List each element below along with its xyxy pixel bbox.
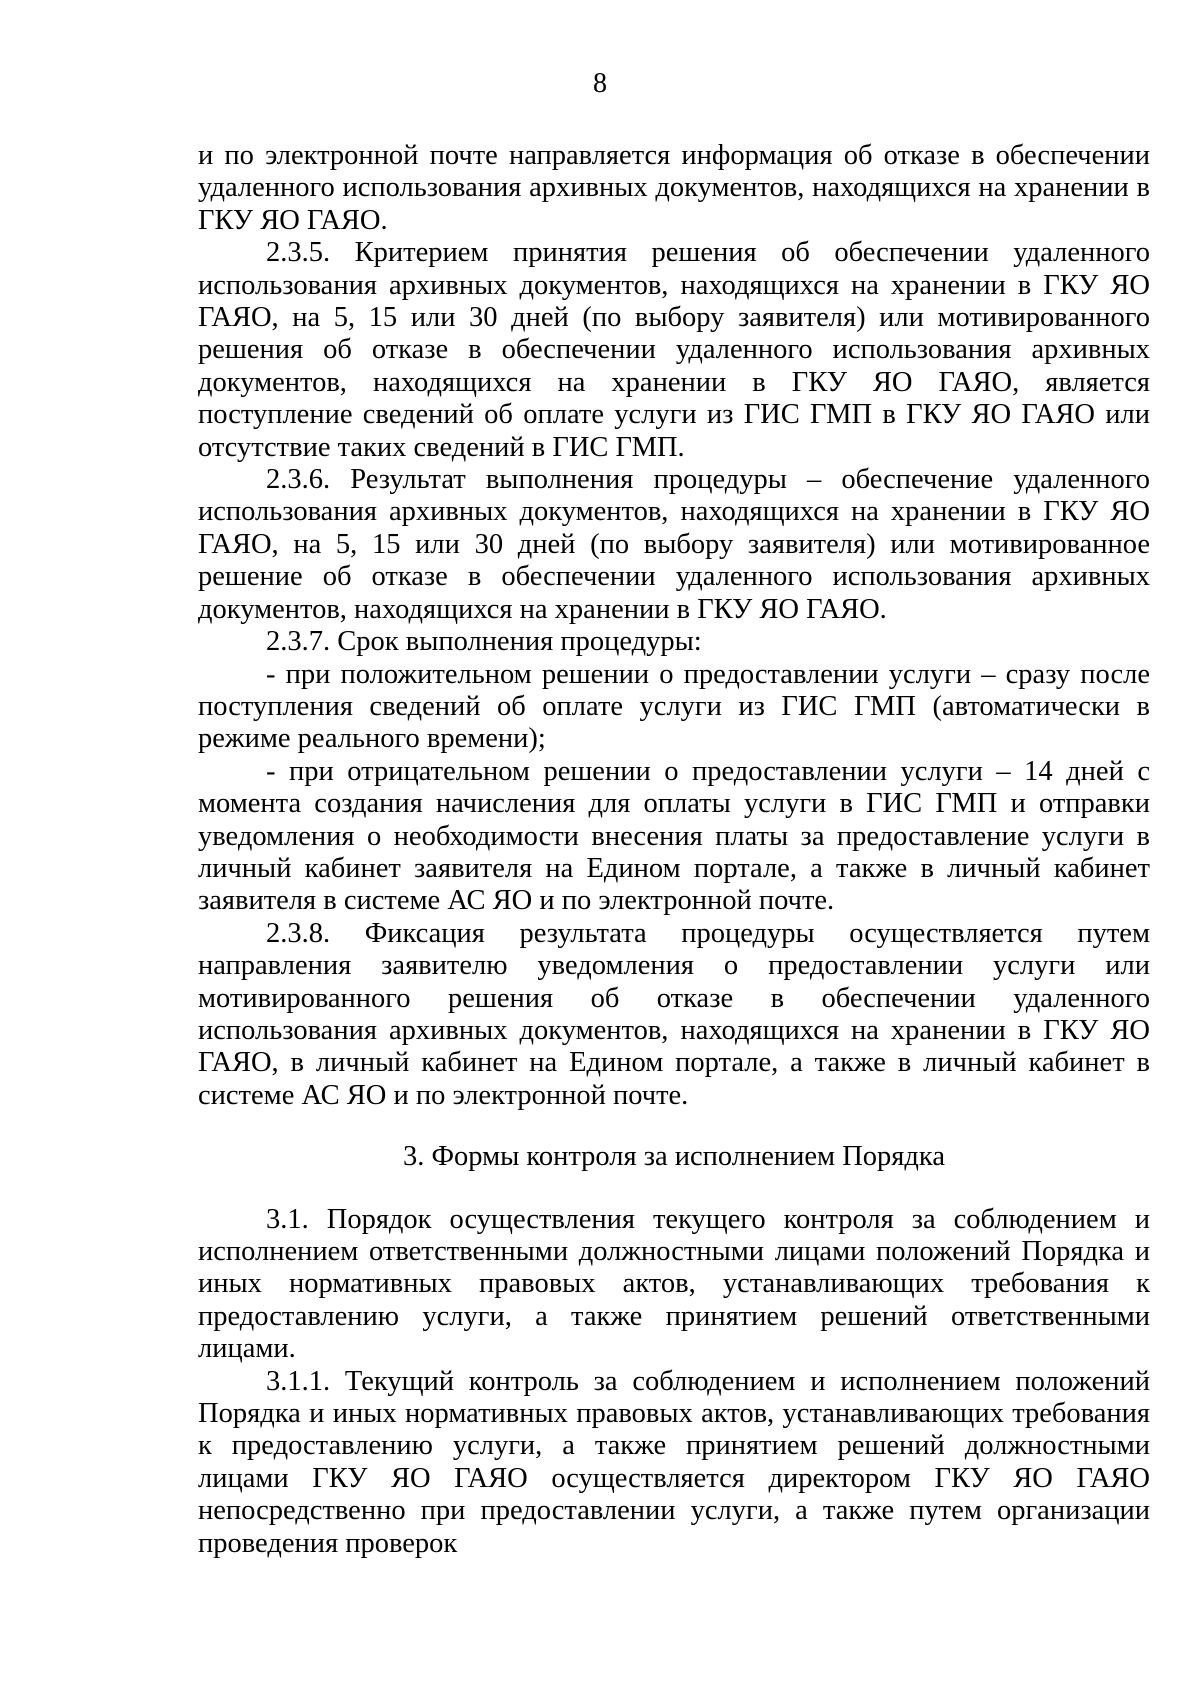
document-body (198, 140, 1150, 1560)
page-number: 8 (593, 68, 607, 99)
paragraph-continuation: и по электронной почте направляется информация об отказе в обеспечении удаленного использования архивных документов, находящихся на хранении в ГКУ ЯО ГАЯО. (198, 140, 1150, 236)
paragraph-2-3-7: 2.3.7. Срок выполнения процедуры: (266, 626, 702, 658)
paragraph-2-3-7-positive: - при положительном решении о предоставлении услуги – сразу после поступления сведений об оплате услуги из ГИС ГМП (автоматически в режиме реального времени); (198, 658, 1150, 755)
paragraph-2-3-6: 2.3.6. Результат выполнения процедуры – обеспечение удаленного использования архивных документов, находящихся на хранении в ГКУ ЯО ГАЯО, на 5, 15 или 30 дней (по выбору заявителя) или мотивированное решение об отказе в обеспечении удаленного использования архивных документов, находящихся на хранении в ГКУ ЯО ГАЯО. (198, 464, 1150, 625)
paragraph-2-3-5: 2.3.5. Критерием принятия решения об обеспечении удаленного использования архивных документов, находящихся на хранении в ГКУ ЯО ГАЯО, на 5, 15 или 30 дней (по выбору заявителя) или мотивированного решения об отказе в обеспечении удаленного использования архивных документов, находящихся на хранении в ГКУ ЯО ГАЯО, является поступление сведений об оплате услуги из ГИС ГМП в ГКУ ЯО ГАЯО или отсутствие таких сведений в ГИС ГМП. (198, 237, 1150, 463)
paragraph-2-3-7-negative: - при отрицательном решении о предоставлении услуги – 14 дней с момента создания начисления для оплаты услуги в ГИС ГМП и отправки уведомления о необходимости внесения платы за предоставление услуги в личный кабинет заявителя на Едином портале, а также в личный кабинет заявителя в системе АС ЯО и по электронной почте. (198, 755, 1150, 917)
section-heading-3: 3. Формы контроля за исполнением Порядка (403, 1141, 945, 1173)
paragraph-3-1-1: 3.1.1. Текущий контроль за соблюдением и исполнением положений Порядка и иных нормативных правовых актов, устанавливающих требования к предоставлению услуги, а также принятием решений должностными лицами ГКУ ЯО ГАЯО осуществляется директором ГКУ ЯО ГАЯО непосредственно при предоставлении услуги, а также путем организации проведения проверок (198, 1365, 1150, 1559)
paragraph-3-1: 3.1. Порядок осуществления текущего контроля за соблюдением и исполнением ответственными должностными лицами положений Порядка и иных нормативных правовых актов, устанавливающих требования к предоставлению услуги, а также принятием решений ответственными лицами. (198, 1203, 1150, 1365)
paragraph-2-3-8: 2.3.8. Фиксация результата процедуры осуществляется путем направления заявителю уведомления о предоставлении услуги или мотивированного решения об отказе в обеспечении удаленного использования архивных документов, находящихся на хранении в ГКУ ЯО ГАЯО, в личный кабинет на Едином портале, а также в личный кабинет в системе АС ЯО и по электронной почте. (198, 917, 1150, 1111)
